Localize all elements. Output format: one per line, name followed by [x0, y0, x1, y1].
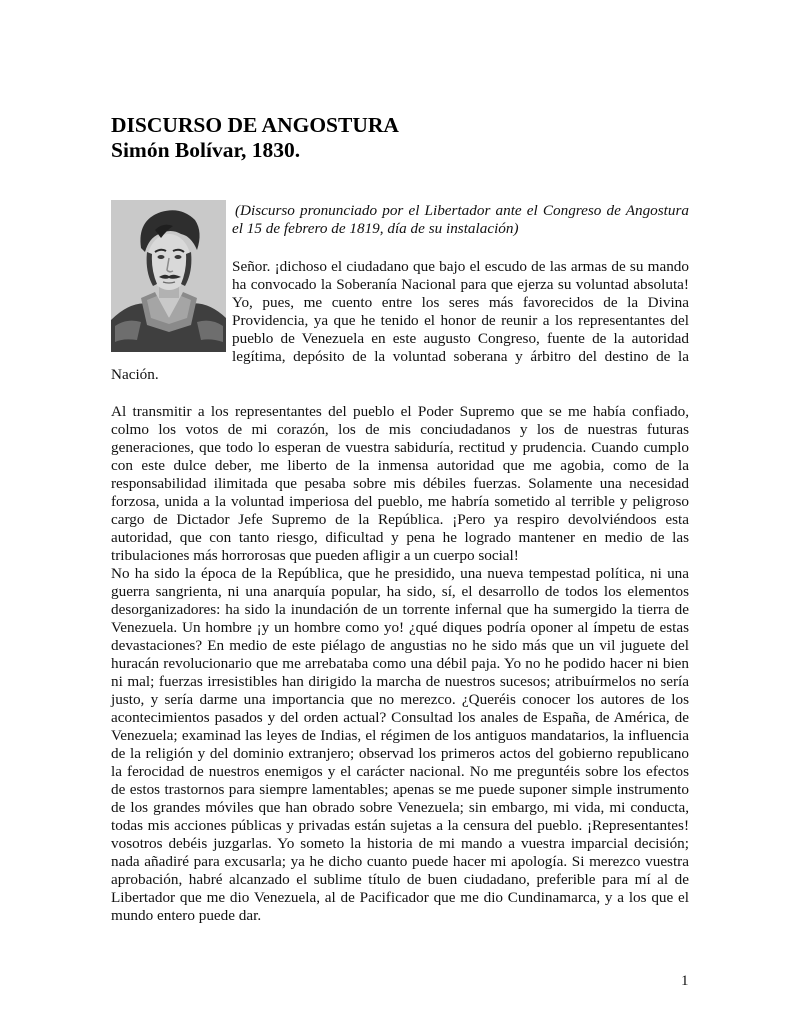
portrait-wrap-spacer — [111, 258, 232, 366]
paragraph-1-container — [111, 258, 689, 384]
paragraph-3: No ha sido la época de la República, que he presidido, una nueva tempestad política, ni una guerra sangrienta, ni una anarquía popular, ha sido, sí, el desarrollo de todos los elementos desorganizadores: ha sido la inundación de un torrente infernal que ha sumergido la tierra de Venezuela. Un hombre ¡y un hombre como yo! ¿qué diques podría oponer al ímpetu de estas devastaciones? En medio de este piélago de angustias no he sido más que un vil juguete del huracán revolucionario que me arrebataba como una débil paja. Yo no he podido hacer ni bien ni mal; fuerzas irresistibles han dirigido la marcha de nuestros sucesos; atribuírmelos no sería justo, y sería darme una importancia que no merezco. ¿Queréis conocer los autores de los acontecimientos pasados y del orden actual? Consultad los anales de España, de América, de Venezuela; examinad las leyes de Indias, el régimen de los antiguos mandatarios, la influencia de la religión y del dominio extranjero; observad los primeros actos del gobierno republicano la ferocidad de nuestros enemigos y el carácter nacional. No me preguntéis sobre los efectos de estos trastornos para siempre lamentables; apenas se me puede suponer simple instrumento de los grandes móviles que han obrado sobre Venezuela; sin embargo, mi vida, mi conducta, todas mis acciones públicas y privadas están sujetas a la censura del pueblo. ¡Representantes! vosotros debéis juzgarlas. Yo someto la historia de mi mando a vuestra imparcial decisión; nada añadiré para excusarla; ya he dicho cuanto puede hacer mi apología. Si merezco vuestra aprobación, habré alcanzado el sublime título de buen ciudadano, preferible para mí al de Libertador que me dio Venezuela, al de Pacificador que me dio Cundinamarca, y a los que el mundo entero puede dar. — [111, 565, 689, 924]
paragraph-1: Señor. ¡dichoso el ciudadano que bajo el escudo de las armas de su mando ha convocado la Soberanía Nacional para que ejerza su voluntad absoluta! Yo, pues, me cuento entre los seres más favorecidos de la Divina Providencia, ya que he tenido el honor de reunir a los representantes del pueblo de Venezuela en este augusto Congreso, fuente de la autoridad legítima, depósito de la voluntad soberana y árbitro del destino de la Nación. — [111, 258, 689, 383]
paragraph-2: Al transmitir a los representantes del pueblo el Poder Supremo que se me había confiado, colmo los votos de mi corazón, los de mis conciudadanos y los de nuestras futuras generaciones, que todo lo esperan de vuestra sabiduría, rectitud y prudencia. Cuando cumplo con este dulce deber, me liberto de la inmensa autoridad que me agobia, como de la responsabilidad ilimitada que pesaba sobre mis débiles fuerzas. Solamente una necesidad forzosa, unida a la voluntad imperiosa del pueblo, me habría sometido al terrible y peligroso cargo de Dictador Jefe Supremo de la República. ¡Pero ya respiro devolviéndoos esta autoridad, que con tanto riesgo, dificultad y pena he logrado mantener en medio de las tribulaciones más horrorosas que pueden afligir a un cuerpo social! — [111, 403, 689, 564]
intro-note: (Discurso pronunciado por el Libertador ante el Congreso de Angostura el 15 de febrero de 1819, día de su instalación) — [232, 202, 689, 237]
document-title — [111, 113, 399, 163]
title-line-2-author-year: Simón Bolívar, 1830. — [111, 138, 301, 162]
page-number: 1 — [681, 973, 689, 989]
title-line-1: DISCURSO DE ANGOSTURA — [111, 113, 399, 137]
